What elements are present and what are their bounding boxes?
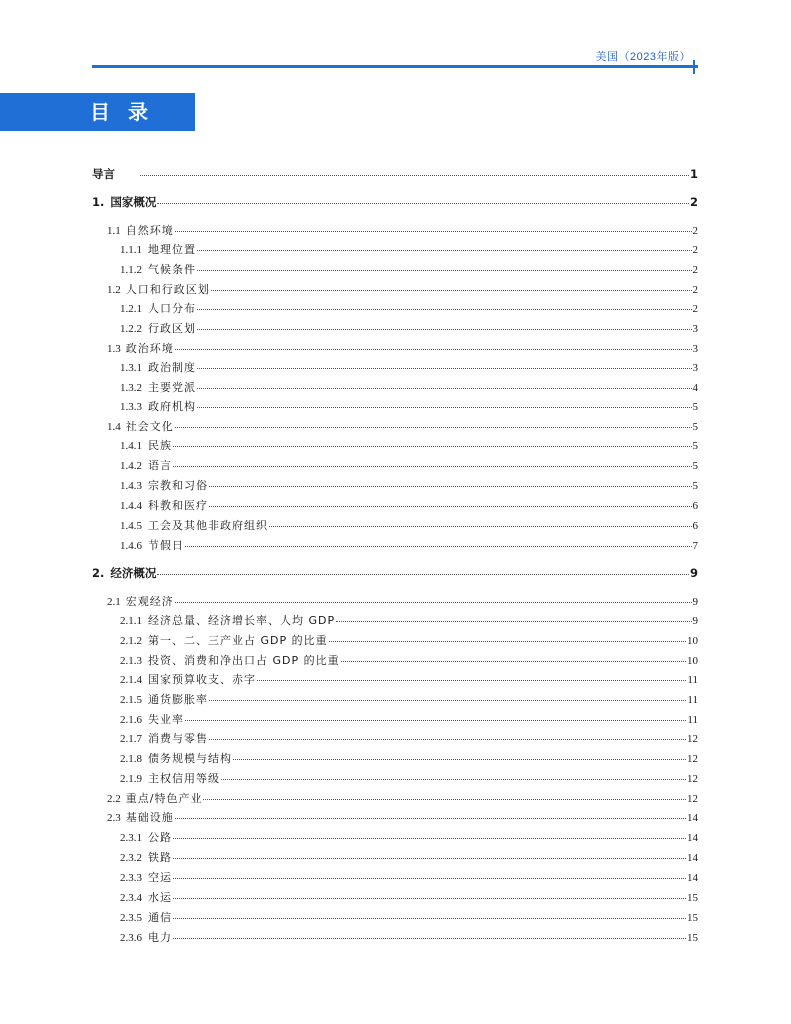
toc-entry-number: 2.1.9 — [120, 773, 142, 785]
toc-page-number: 2 — [692, 284, 698, 296]
toc-entry-number: 1.2.2 — [120, 323, 142, 335]
toc-entry-title: 国家概况 — [110, 195, 157, 209]
toc-entry[interactable] — [120, 929, 698, 945]
toc-page-number: 6 — [692, 520, 698, 532]
toc-entry-number: 1.2.1 — [120, 303, 142, 315]
toc-entry-title: 基础设施 — [125, 811, 174, 824]
toc-entry[interactable] — [120, 889, 698, 905]
toc-page-number: 9 — [689, 566, 698, 580]
toc-page-number: 11 — [687, 694, 698, 706]
toc-dot-leader — [175, 427, 692, 428]
toc-entry-title: 节假日 — [148, 539, 184, 552]
toc-dot-leader — [173, 938, 686, 939]
toc-dot-leader — [329, 641, 686, 642]
toc-entry-title: 电力 — [148, 931, 172, 944]
toc-entry-title: 自然环境 — [125, 224, 174, 237]
toc-dot-leader — [341, 661, 686, 662]
toc-page-number: 11 — [687, 714, 698, 726]
toc-entry-number: 1.4.4 — [120, 500, 142, 512]
toc-dot-leader — [257, 680, 686, 681]
toc-entry-number: 1.4.3 — [120, 480, 142, 492]
toc-page-number: 15 — [687, 892, 698, 904]
toc-entry[interactable] — [120, 437, 698, 453]
toc-entry-number: 1.4 — [107, 421, 121, 433]
toc-page-number: 2 — [692, 244, 698, 256]
toc-entry-number: 2.2 — [107, 793, 121, 805]
toc-entry[interactable] — [120, 477, 698, 493]
toc-entry[interactable] — [120, 711, 698, 727]
toc-entry-title: 政治制度 — [148, 361, 196, 374]
toc-entry-number: 1.3.3 — [120, 401, 142, 413]
toc-entry-number: 1.2 — [107, 284, 121, 296]
document-header-label: 美国（2023年版） — [595, 51, 691, 63]
toc-entry-title: 人口分布 — [148, 302, 196, 315]
toc-entry-number: 2.3.6 — [120, 932, 142, 944]
toc-entry[interactable] — [107, 593, 698, 609]
toc-entry-number: 2.3.3 — [120, 872, 142, 884]
toc-entry[interactable] — [120, 517, 698, 533]
toc-dot-leader — [197, 250, 692, 251]
toc-entry-number: 1. — [92, 195, 105, 209]
toc-entry-number: 2.1.1 — [120, 615, 142, 627]
toc-entry[interactable] — [120, 612, 698, 628]
toc-entry[interactable] — [120, 750, 698, 766]
toc-entry[interactable] — [120, 300, 698, 316]
toc-entry-title: 国家预算收支、赤字 — [148, 673, 256, 686]
toc-entry-number: 2.3.5 — [120, 912, 142, 924]
toc-entry[interactable] — [120, 849, 698, 865]
toc-entry-title: 科教和医疗 — [148, 499, 208, 512]
toc-entry[interactable] — [107, 418, 698, 434]
toc-dot-leader — [197, 368, 692, 369]
toc-entry-number: 2.1.4 — [120, 674, 142, 686]
toc-entry-title: 经济总量、经济增长率、人均 GDP — [148, 614, 336, 627]
toc-page-number: 5 — [692, 421, 698, 433]
toc-page-number: 14 — [687, 852, 698, 864]
toc-entry-title: 地理位置 — [148, 243, 196, 256]
toc-entry-title: 空运 — [148, 871, 172, 884]
toc-entry-title: 经济概况 — [110, 566, 157, 580]
toc-dot-leader — [197, 407, 692, 408]
toc-dot-leader — [211, 290, 692, 291]
toc-page-number: 14 — [687, 832, 698, 844]
toc-page-number: 15 — [687, 932, 698, 944]
toc-dot-leader — [173, 858, 686, 859]
toc-entry[interactable] — [92, 565, 698, 581]
toc-dot-leader — [157, 203, 689, 204]
toc-dot-leader — [185, 546, 692, 547]
toc-page-number: 3 — [692, 323, 698, 335]
toc-entry-number: 1.4.2 — [120, 460, 142, 472]
toc-page-number: 3 — [692, 343, 698, 355]
toc-entry-number: 2.1.7 — [120, 733, 142, 745]
header-rule — [92, 65, 698, 68]
toc-entry[interactable] — [107, 790, 698, 806]
toc-entry-title: 人口和行政区划 — [125, 283, 210, 296]
toc-entry[interactable] — [120, 379, 698, 395]
toc-dot-leader — [175, 231, 692, 232]
toc-dot-leader — [197, 270, 692, 271]
toc-dot-leader — [175, 602, 692, 603]
toc-page-number: 6 — [692, 500, 698, 512]
page-title: 目录 — [90, 100, 166, 124]
toc-page-number: 11 — [687, 674, 698, 686]
toc-page-number: 15 — [687, 912, 698, 924]
toc-entry-title: 通信 — [148, 911, 172, 924]
toc-dot-leader — [209, 739, 686, 740]
toc-dot-leader — [140, 175, 689, 176]
toc-entry-number: 2.3.1 — [120, 832, 142, 844]
toc-dot-leader — [233, 759, 686, 760]
toc-entry-title: 工会及其他非政府组织 — [148, 519, 268, 532]
toc-entry-number: 2.1.5 — [120, 694, 142, 706]
toc-dot-leader — [173, 838, 686, 839]
toc-page-number: 9 — [692, 596, 698, 608]
toc-entry-title: 语言 — [148, 459, 172, 472]
toc-entry[interactable] — [120, 241, 698, 257]
toc-page-number: 5 — [692, 440, 698, 452]
toc-entry[interactable] — [120, 632, 698, 648]
toc-entry[interactable] — [120, 261, 698, 277]
toc-entry[interactable] — [120, 829, 698, 845]
toc-dot-leader — [175, 349, 692, 350]
toc-entry-number: 2.3.2 — [120, 852, 142, 864]
toc-entry-title: 投资、消费和净出口占 GDP 的比重 — [148, 654, 340, 667]
toc-entry-title: 政府机构 — [148, 400, 196, 413]
toc-entry-title: 主权信用等级 — [148, 772, 220, 785]
toc-entry[interactable] — [120, 398, 698, 414]
toc-dot-leader — [173, 918, 686, 919]
toc-entry[interactable] — [120, 909, 698, 925]
toc-dot-leader — [157, 574, 689, 575]
toc-dot-leader — [221, 779, 686, 780]
toc-entry-number: 2.1 — [107, 596, 121, 608]
toc-dot-leader — [173, 446, 692, 447]
toc-entry-number: 1.3 — [107, 343, 121, 355]
toc-entry[interactable] — [120, 537, 698, 553]
toc-page-number: 3 — [692, 362, 698, 374]
toc-entry-title: 气候条件 — [148, 263, 196, 276]
toc-page-number: 14 — [687, 812, 698, 824]
toc-entry[interactable] — [107, 340, 698, 356]
toc-entry-number: 1.4.5 — [120, 520, 142, 532]
toc-entry-number: 2.1.8 — [120, 753, 142, 765]
toc-dot-leader — [197, 329, 692, 330]
toc-dot-leader — [175, 818, 686, 819]
toc-entry-number: 1.4.1 — [120, 440, 142, 452]
toc-entry-title: 宗教和习俗 — [148, 479, 208, 492]
toc-entry-title: 行政区划 — [148, 322, 196, 335]
toc-dot-leader — [197, 388, 692, 389]
toc-entry[interactable] — [120, 320, 698, 336]
toc-page-number: 5 — [692, 480, 698, 492]
toc-entry[interactable] — [92, 194, 698, 210]
toc-entry[interactable] — [120, 770, 698, 786]
toc-entry-title: 公路 — [148, 831, 172, 844]
toc-dot-leader — [209, 506, 692, 507]
toc-dot-leader — [197, 309, 692, 310]
toc-page-number: 4 — [692, 382, 698, 394]
toc-page-number: 12 — [687, 773, 698, 785]
toc-page-number: 5 — [692, 460, 698, 472]
toc-page-number: 12 — [687, 793, 698, 805]
toc-dot-leader — [173, 878, 686, 879]
toc-page-number: 2 — [692, 264, 698, 276]
toc-entry-title: 失业率 — [148, 713, 184, 726]
toc-entry-title: 水运 — [148, 891, 172, 904]
toc-entry-number: 1.1.1 — [120, 244, 142, 256]
toc-entry-number: 1.4.6 — [120, 540, 142, 552]
toc-entry-title: 通货膨胀率 — [148, 693, 208, 706]
toc-dot-leader — [336, 621, 691, 622]
toc-page-number: 2 — [692, 303, 698, 315]
toc-entry[interactable] — [120, 730, 698, 746]
toc-entry-title: 第一、二、三产业占 GDP 的比重 — [148, 634, 328, 647]
toc-page-number: 2 — [692, 225, 698, 237]
toc-entry-number: 1.3.2 — [120, 382, 142, 394]
toc-dot-leader — [173, 898, 686, 899]
toc-page-number: 7 — [692, 540, 698, 552]
toc-entry-title: 政治环境 — [125, 342, 174, 355]
toc-entry-title: 重点/特色产业 — [125, 792, 203, 805]
toc-entry[interactable] — [120, 869, 698, 885]
toc-entry-title: 铁路 — [148, 851, 172, 864]
toc-entry[interactable] — [107, 809, 698, 825]
toc-entry-title: 社会文化 — [125, 420, 174, 433]
header-rule-tick — [693, 60, 695, 74]
toc-entry-title: 导言 — [92, 167, 115, 181]
toc-entry-number: 2.3 — [107, 812, 121, 824]
toc-entry-title: 债务规模与结构 — [148, 752, 232, 765]
toc-entry[interactable] — [120, 457, 698, 473]
toc-entry-number: 2. — [92, 566, 105, 580]
toc-entry[interactable] — [107, 281, 698, 297]
toc-entry-number: 2.1.3 — [120, 655, 142, 667]
toc-page-number: 9 — [692, 615, 698, 627]
toc-entry[interactable] — [120, 497, 698, 513]
toc-entry-number: 1.1 — [107, 225, 121, 237]
toc-entry[interactable] — [120, 359, 698, 375]
toc-entry[interactable] — [120, 671, 698, 687]
toc-entry[interactable] — [120, 652, 698, 668]
toc-page-number: 1 — [689, 167, 698, 181]
toc-page-number: 10 — [687, 655, 698, 667]
toc-entry-number: 2.3.4 — [120, 892, 142, 904]
toc-dot-leader — [185, 720, 686, 721]
toc-page-number: 14 — [687, 872, 698, 884]
toc-dot-leader — [203, 799, 686, 800]
toc-dot-leader — [269, 526, 692, 527]
toc-page-number: 2 — [689, 195, 698, 209]
toc-entry-title: 民族 — [148, 439, 172, 452]
toc-entry-title: 宏观经济 — [125, 595, 174, 608]
toc-page-number: 5 — [692, 401, 698, 413]
toc-entry-title: 消费与零售 — [148, 732, 208, 745]
toc-entry-title: 主要党派 — [148, 381, 196, 394]
toc-dot-leader — [209, 700, 686, 701]
toc-entry[interactable] — [107, 222, 698, 238]
toc-page-number: 12 — [687, 753, 698, 765]
toc-dot-leader — [209, 486, 692, 487]
toc-entry-number: 1.3.1 — [120, 362, 142, 374]
toc-entry[interactable] — [120, 691, 698, 707]
toc-entry-number: 2.1.2 — [120, 635, 142, 647]
toc-entry[interactable] — [92, 166, 698, 182]
toc-dot-leader — [173, 466, 692, 467]
toc-entry-number: 2.1.6 — [120, 714, 142, 726]
toc-page-number: 10 — [687, 635, 698, 647]
toc-page-number: 12 — [687, 733, 698, 745]
toc-entry-number: 1.1.2 — [120, 264, 142, 276]
